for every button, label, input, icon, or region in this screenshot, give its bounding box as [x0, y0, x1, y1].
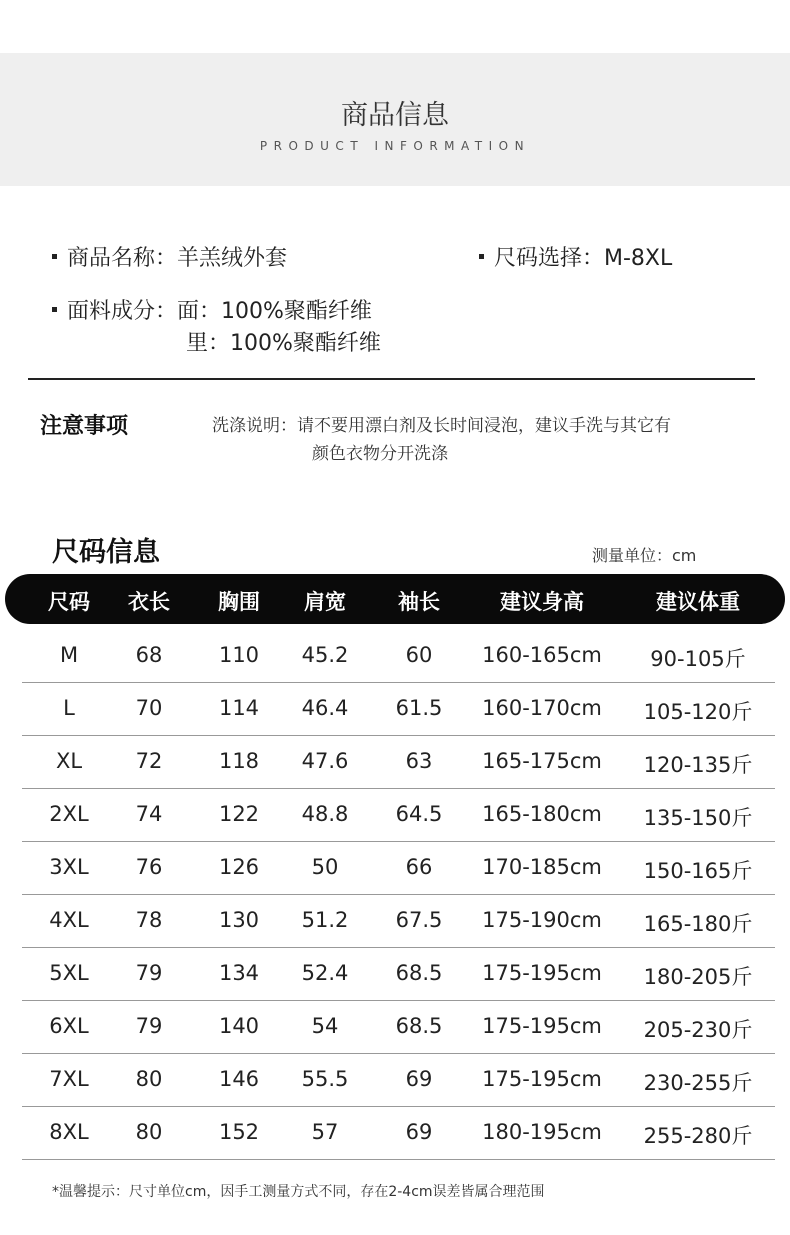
col-header-weight: 建议体重 — [656, 590, 740, 614]
notice-line-1: 洗涤说明：请不要用漂白剂及长时间浸泡，建议手洗与其它有 — [212, 416, 671, 436]
cell-shoulder: 54 — [311, 1014, 339, 1038]
cell-shoulder: 57 — [311, 1120, 339, 1144]
cell-sleeve: 69 — [405, 1120, 433, 1144]
notice-title: 注意事项 — [40, 414, 129, 439]
cell-weight: 105-120斤 — [643, 700, 753, 724]
cell-shoulder: 55.5 — [301, 1067, 349, 1091]
header-band — [0, 53, 790, 186]
cell-weight: 165-180斤 — [643, 912, 753, 936]
product-name-label: 商品名称： — [67, 246, 178, 271]
cell-height: 165-175cm — [482, 749, 602, 773]
cell-height: 170-185cm — [482, 855, 602, 879]
cell-size: M — [59, 643, 79, 667]
cell-height: 175-195cm — [482, 961, 602, 985]
cell-length: 79 — [135, 961, 163, 985]
cell-length: 72 — [135, 749, 163, 773]
table-row — [22, 894, 775, 948]
page-title: 商品信息 — [341, 100, 449, 131]
cell-weight: 120-135斤 — [643, 753, 753, 777]
cell-height: 165-180cm — [482, 802, 602, 826]
fabric-outer: 面：100%聚酯纤维 — [177, 299, 372, 324]
col-header-height: 建议身高 — [500, 590, 584, 614]
cell-shoulder: 51.2 — [301, 908, 349, 932]
section-divider — [28, 378, 755, 380]
bullet-icon — [52, 307, 57, 312]
cell-chest: 134 — [218, 961, 260, 985]
page-subtitle: PRODUCT INFORMATION — [259, 139, 531, 153]
cell-weight: 205-230斤 — [643, 1018, 753, 1042]
cell-height: 180-195cm — [482, 1120, 602, 1144]
cell-sleeve: 60 — [405, 643, 433, 667]
cell-size: XL — [55, 749, 83, 773]
cell-chest: 114 — [218, 696, 260, 720]
size-select-row — [479, 241, 672, 272]
cell-height: 175-195cm — [482, 1014, 602, 1038]
cell-shoulder: 45.2 — [301, 643, 349, 667]
cell-sleeve: 68.5 — [395, 961, 443, 985]
table-row — [22, 947, 775, 1001]
cell-shoulder: 50 — [311, 855, 339, 879]
cell-sleeve: 67.5 — [395, 908, 443, 932]
product-name-value: 羊羔绒外套 — [177, 246, 288, 271]
table-row — [22, 682, 775, 736]
cell-chest: 140 — [218, 1014, 260, 1038]
cell-length: 70 — [135, 696, 163, 720]
cell-length: 68 — [135, 643, 163, 667]
cell-size: 7XL — [49, 1067, 89, 1091]
cell-chest: 152 — [218, 1120, 260, 1144]
table-row — [22, 788, 775, 842]
cell-size: 6XL — [49, 1014, 89, 1038]
cell-shoulder: 48.8 — [301, 802, 349, 826]
fabric-inner: 里：100%聚酯纤维 — [186, 331, 381, 356]
cell-length: 80 — [135, 1120, 163, 1144]
size-select-label: 尺码选择： — [494, 246, 605, 271]
cell-length: 74 — [135, 802, 163, 826]
cell-weight: 135-150斤 — [643, 806, 753, 830]
cell-chest: 110 — [218, 643, 260, 667]
cell-sleeve: 69 — [405, 1067, 433, 1091]
cell-sleeve: 61.5 — [395, 696, 443, 720]
cell-height: 175-195cm — [482, 1067, 602, 1091]
col-header-length: 衣长 — [128, 590, 170, 614]
fabric-row — [52, 294, 372, 325]
cell-shoulder: 52.4 — [301, 961, 349, 985]
table-row — [22, 841, 775, 895]
cell-height: 160-165cm — [482, 643, 602, 667]
bullet-icon — [479, 254, 484, 259]
cell-length: 79 — [135, 1014, 163, 1038]
cell-weight: 90-105斤 — [650, 647, 746, 671]
cell-height: 160-170cm — [482, 696, 602, 720]
cell-length: 76 — [135, 855, 163, 879]
cell-sleeve: 66 — [405, 855, 433, 879]
table-row — [22, 1053, 775, 1107]
fabric-label: 面料成分： — [67, 299, 178, 324]
cell-shoulder: 46.4 — [301, 696, 349, 720]
cell-height: 175-190cm — [482, 908, 602, 932]
cell-size: 3XL — [49, 855, 89, 879]
table-row — [22, 735, 775, 789]
unit-note: 测量单位：cm — [592, 546, 697, 565]
cell-length: 78 — [135, 908, 163, 932]
footnote: *温馨提示：尺寸单位cm，因手工测量方式不同，存在2-4cm误差皆属合理范围 — [52, 1184, 545, 1200]
notice-line-2: 颜色衣物分开洗涤 — [312, 444, 448, 464]
cell-weight: 150-165斤 — [643, 859, 753, 883]
size-select-value: M-8XL — [604, 246, 673, 271]
cell-sleeve: 68.5 — [395, 1014, 443, 1038]
cell-size: 4XL — [49, 908, 89, 932]
cell-size: 2XL — [49, 802, 89, 826]
col-header-size: 尺码 — [48, 590, 90, 614]
cell-chest: 118 — [218, 749, 260, 773]
cell-chest: 130 — [218, 908, 260, 932]
col-header-sleeve: 袖长 — [398, 590, 440, 614]
cell-sleeve: 64.5 — [395, 802, 443, 826]
cell-shoulder: 47.6 — [301, 749, 349, 773]
table-row — [22, 629, 775, 683]
table-row — [22, 1000, 775, 1054]
cell-chest: 126 — [218, 855, 260, 879]
col-header-shoulder: 肩宽 — [304, 590, 346, 614]
size-table-header — [5, 574, 785, 624]
table-row — [22, 1106, 775, 1160]
size-info-title: 尺码信息 — [52, 537, 160, 568]
cell-size: L — [63, 696, 75, 720]
cell-size: 8XL — [49, 1120, 89, 1144]
cell-sleeve: 63 — [405, 749, 433, 773]
cell-size: 5XL — [49, 961, 89, 985]
cell-chest: 122 — [218, 802, 260, 826]
cell-length: 80 — [135, 1067, 163, 1091]
cell-weight: 230-255斤 — [643, 1071, 753, 1095]
col-header-chest: 胸围 — [218, 590, 260, 614]
cell-weight: 255-280斤 — [643, 1124, 753, 1148]
cell-chest: 146 — [218, 1067, 260, 1091]
product-name-row — [52, 241, 287, 272]
bullet-icon — [52, 254, 57, 259]
cell-weight: 180-205斤 — [643, 965, 753, 989]
